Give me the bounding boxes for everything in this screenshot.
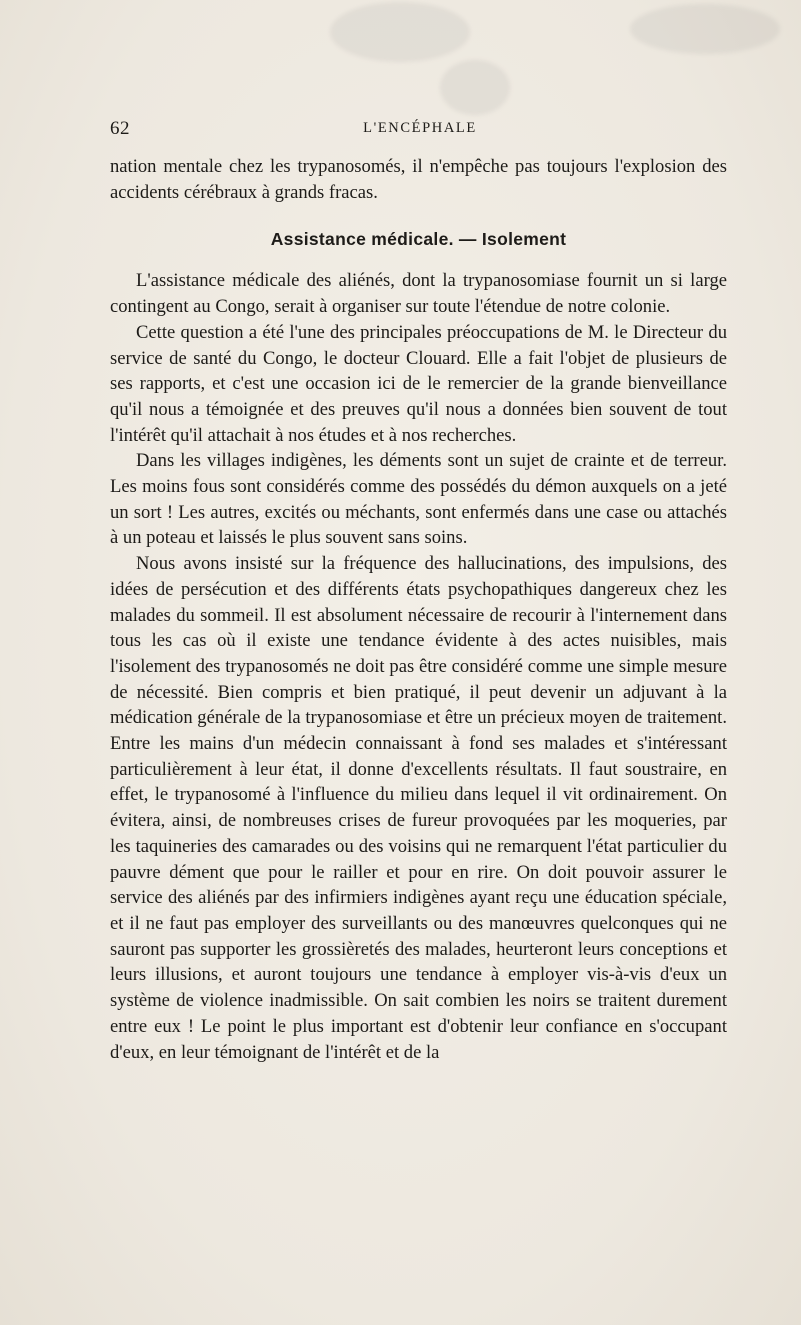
section-heading: Assistance médicale. — Isolement (270, 229, 567, 250)
running-title: L'ENCÉPHALE (363, 120, 477, 136)
page-stain (440, 60, 510, 115)
page-number: 62 (110, 118, 130, 139)
opening-paragraph: nation mentale chez les trypanosomés, il n'empêche pas toujours l'explosion des accidents cérébraux à grands fracas. (110, 156, 727, 203)
running-head (110, 118, 730, 142)
paragraph: Nous avons insisté sur la fréquence des hallucinations, des impulsions, des idées de persécution et des différents états psychopathiques dangereux chez les malades du sommeil. Il est absolument nécessaire de recourir à l'internement dans tous les cas où il existe une tendance évidente à des actes nuisibles, mais l'isolement des trypanosomés ne doit pas être considéré comme une simple mesure de nécessité. Bien compris et bien pratiqué, il peut devenir un adjuvant à la médication générale de la trypanosomiase et être un précieux moyen de traitement. Entre les mains d'un médecin connaissant à fond ses malades et s'intéressant particulièrement à leur état, il donne d'excellents résultats. Il faut soustraire, en effet, le trypanosomé à l'influence du milieu dans lequel il vit ordinairement. On évitera, ainsi, de nombreuses crises de fureur provoquées par les moqueries, par les taquineries des camarades ou des voisins qui ne remarquent l'état particulier du pauvre dément que pour le railler et pour en rire. On doit pouvoir assurer le service des aliénés par des infirmiers indigènes ayant reçu une éducation spéciale, et il ne faut pas employer des surveillants ou des manœuvres quelconques qui ne sauront pas supporter les grossièretés des malades, heurteront leurs conceptions et leurs illusions, et auront toujours une tendance à employer vis-à-vis d'eux un système de violence inadmissible. On sait combien les noirs se traitent durement entre eux ! Le point le plus important est d'obtenir leur confiance en s'occupant d'eux, en leur témoignant de l'intérêt et de la (110, 553, 727, 1063)
page-stain (630, 4, 780, 54)
paragraph: Dans les villages indigènes, les déments sont un sujet de crainte et de terreur. Les moins fous sont considérés comme des possédés du démon auxquels on a jeté un sort ! Les autres, excités ou méchants, sont enfermés dans une case ou attachés à un poteau et laissés le plus souvent sans soins. (110, 450, 727, 549)
text-block (110, 154, 727, 1065)
page-stain (330, 2, 470, 62)
paragraph: Cette question a été l'une des principales préoccupations de M. le Directeur du service de santé du Congo, le docteur Clouard. Elle a fait l'objet de plusieurs de ses rapports, et c'est une occasion ici de le remercier de la grande bienveillance qu'il nous a témoignée et des preuves qu'il nous a données bien souvent de tout l'intérêt qu'il attachait à nos études et à nos recherches. (110, 321, 727, 446)
paragraph: L'assistance médicale des aliénés, dont la trypanosomiase fournit un si large contingent au Congo, serait à organiser sur toute l'étendue de notre colonie. (110, 270, 727, 318)
